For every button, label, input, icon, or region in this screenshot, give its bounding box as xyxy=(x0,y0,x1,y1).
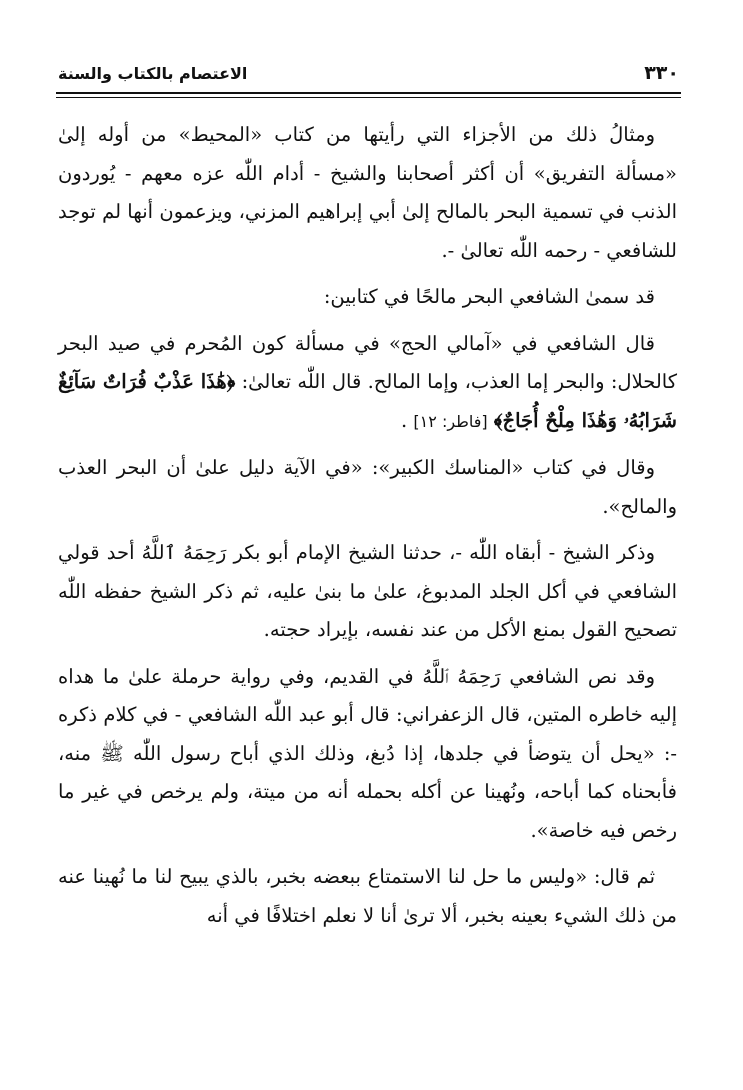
header-rule-thick xyxy=(56,92,681,94)
page-number: ٣٣٠ xyxy=(644,62,679,84)
paragraph-4: وقال في كتاب «المناسك الكبير»: «في الآية دليل علىٰ أن البحر العذب والمالح». xyxy=(58,456,677,518)
paragraph-3-text: قال الشافعي في «آمالي الحج» في مسألة كون المُحرم في صيد البحر كالحلال: والبحر إما العذب، وإما المالح. قال اللّٰه تعالىٰ: xyxy=(58,331,677,393)
verse-reference: [فاطر: ١٢] xyxy=(413,411,488,431)
paragraph-6: وقد نص الشافعي رَحِمَهُ ٱللَّهُ في القديم، وفي رواية حرملة علىٰ ما هداه إليه خاطره المتين، قال الزعفراني: قال أبو عبد اللّٰه الشافعي - في كلام ذكره -: «يحل أن يتوضأ في جلدها، إذا دُبغ، وذلك الذي أباح رسول اللّٰه ﷺ منه، فأبحناه كما أباحه، ونُهينا عن أكله بحمله أنه من ميتة، ولم يرخص في غير ما رخص فيه خاصة». xyxy=(58,664,677,842)
paragraph-3 xyxy=(58,325,677,442)
quran-verse: ﴿هَٰذَا عَذْبٌ فُرَاتٌ سَآئِغٌ شَرَابُهُۥ وَهَٰذَا مِلْحٌ أُجَاجٌ﴾ xyxy=(58,370,677,432)
paragraph-5: وذكر الشيخ - أبقاه اللّٰه -، حدثنا الشيخ الإمام أبو بكر رَحِمَهُ ٱللَّهُ أحد قولي الشافعي في أكل الجلد المدبوغ، علىٰ ما بنىٰ عليه، ثم ذكر الشيخ حفظه اللّٰه تصحيح القول بمنع الأكل من عند نفسه، بإيراد حجته. xyxy=(58,541,677,641)
running-title: الاعتصام بالكتاب والسنة xyxy=(58,64,248,83)
page-body xyxy=(58,116,677,943)
paragraph-3-end: . xyxy=(401,408,408,432)
paragraph-7: ثم قال: «وليس ما حل لنا الاستمتاع ببعضه بخبر، بالذي يبيح لنا ما نُهينا عنه من ذلك الشيء بعينه بخبر، ألا ترىٰ أنا لا نعلم اختلافًا في أنه xyxy=(58,865,677,927)
paragraph-2: قد سمىٰ الشافعي البحر مالحًا في كتابين: xyxy=(323,285,655,308)
paragraph-1: ومثالُ ذلك من الأجزاء التي رأيتها من كتاب «المحيط» من أوله إلىٰ «مسألة التفريق» أن أكثر أصحابنا والشيخ - أدام اللّٰه عزه معهم - يُوردون الذنب في تسمية البحر بالمالح إلىٰ أبي إبراهيم المزني، ويزعمون أنها لم توجد للشافعي - رحمه اللّٰه تعالىٰ -. xyxy=(58,123,677,262)
header-rule-thin xyxy=(56,97,681,98)
page-header xyxy=(58,60,679,90)
